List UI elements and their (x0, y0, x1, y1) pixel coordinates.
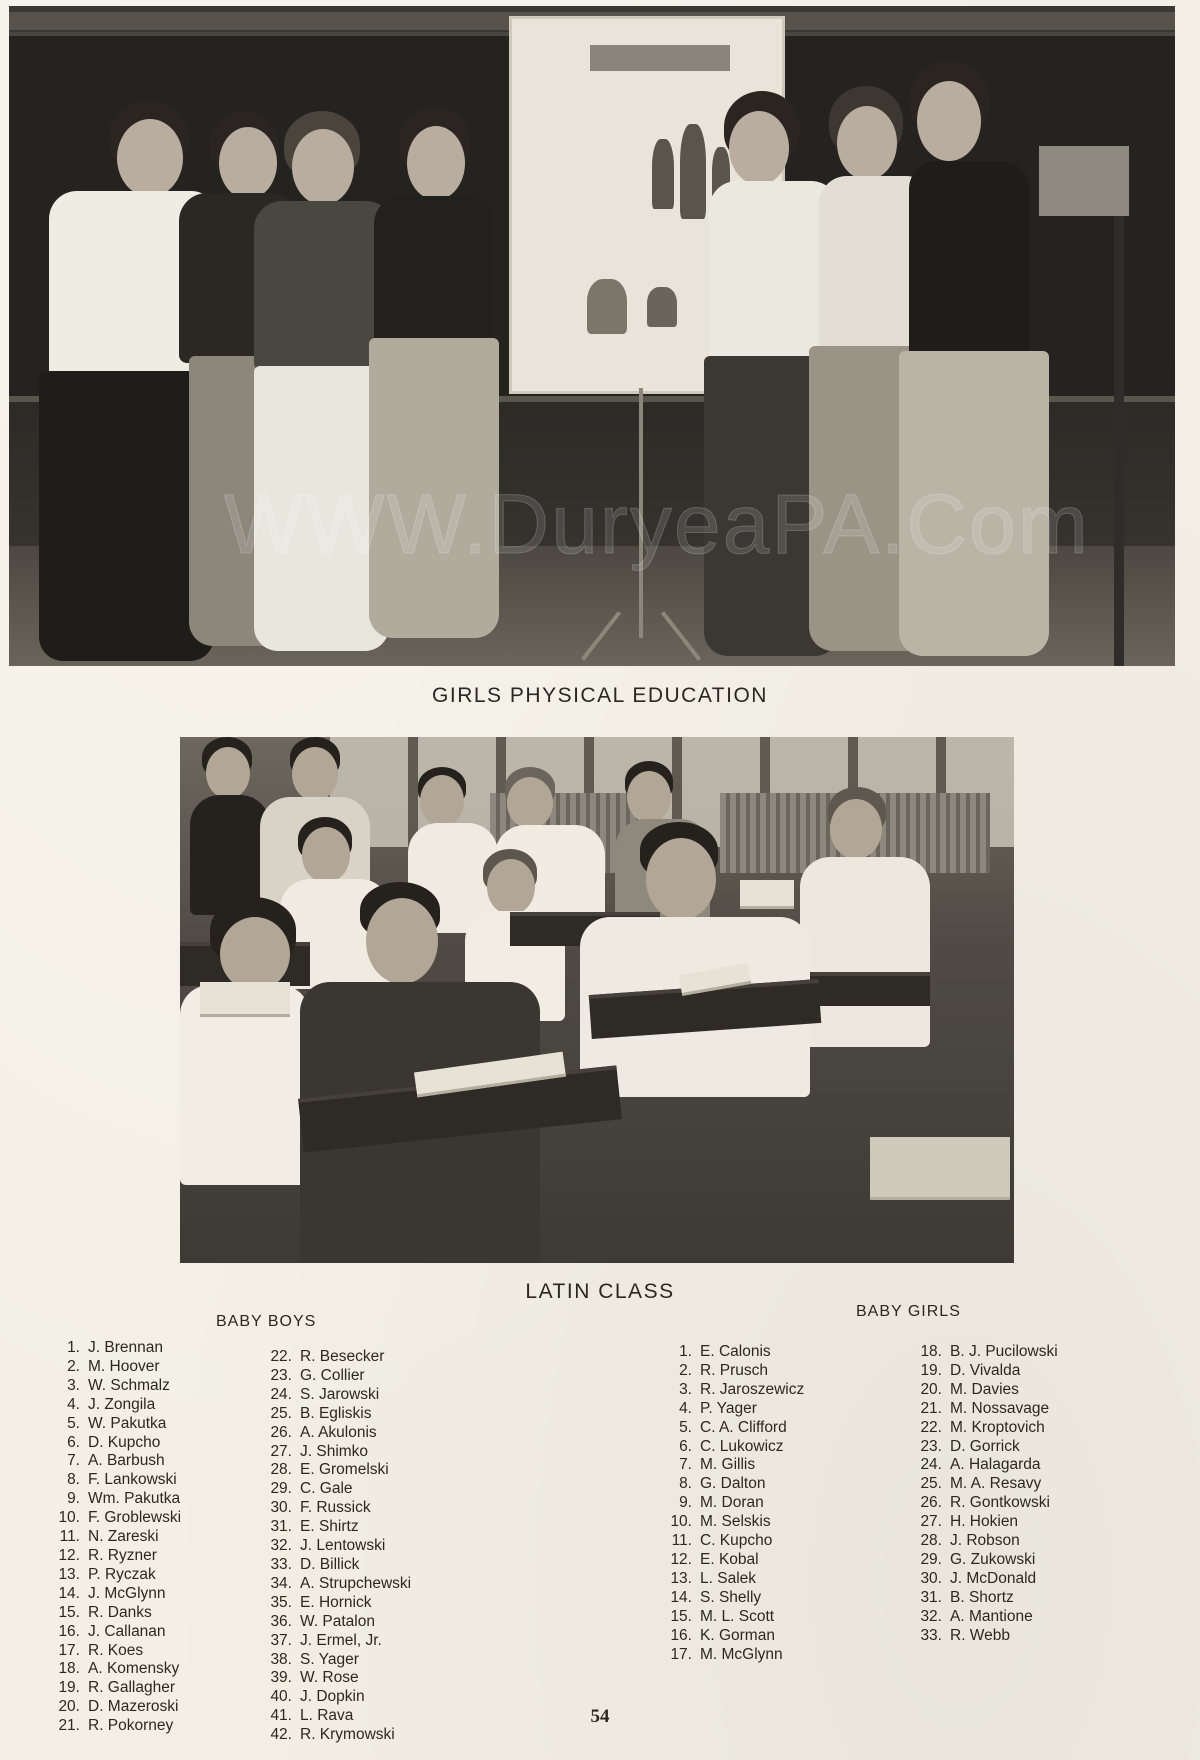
list-item-name: R. Krymowski (300, 1726, 395, 1744)
list-item (662, 1400, 804, 1419)
list-item (662, 1381, 804, 1400)
list-item-name: A. Halagarda (950, 1456, 1041, 1474)
list-item-name: K. Gorman (700, 1626, 775, 1644)
list-item-name: N. Zareski (88, 1528, 159, 1546)
list-item (912, 1362, 1058, 1381)
list-item-number: 32. (270, 1537, 292, 1555)
list-item-name: D. Gorrick (950, 1437, 1020, 1455)
list-item-name: G. Zukowski (950, 1550, 1036, 1568)
list-item-name: J. McDonald (950, 1569, 1037, 1587)
list-item-name: J. Lentowski (300, 1537, 386, 1555)
photo-caption-girls-physical-education: GIRLS PHYSICAL EDUCATION (432, 684, 768, 707)
list-item-number: 29. (270, 1480, 292, 1498)
list-item (262, 1424, 411, 1443)
list-item-number: 1. (679, 1343, 692, 1360)
list-item-number: 20. (58, 1698, 80, 1716)
list-item-number: 24. (270, 1385, 292, 1403)
list-item-name: M. L. Scott (700, 1607, 775, 1625)
list-item-number: 24. (920, 1456, 942, 1474)
list-item-number: 18. (920, 1343, 942, 1360)
list-item-name: E. Gromelski (300, 1461, 389, 1479)
list-item-number: 9. (679, 1494, 692, 1512)
list-item-number: 41. (270, 1707, 292, 1725)
list-item-name: S. Shelly (700, 1588, 762, 1606)
list-item (50, 1547, 181, 1566)
list-item (50, 1490, 181, 1509)
list-item-number: 37. (270, 1631, 292, 1649)
list-item-name: M. Doran (700, 1494, 764, 1512)
list-item (262, 1348, 411, 1367)
list-item-name: R. Besecker (300, 1348, 385, 1365)
weighing-scale (1039, 146, 1129, 216)
list-item-name: J. Dopkin (300, 1688, 365, 1706)
list-item (262, 1386, 411, 1405)
list-item-number: 19. (920, 1361, 942, 1379)
chart-title-bar (590, 45, 730, 71)
list-item-name: M. Hoover (88, 1357, 160, 1375)
baby-boys-heading: BABY BOYS (216, 1313, 317, 1330)
list-item-number: 30. (920, 1569, 942, 1587)
list-item-number: 13. (58, 1565, 80, 1583)
list-item-number: 29. (920, 1550, 942, 1568)
list-item-number: 2. (67, 1357, 80, 1375)
list-item-name: J. Shimko (300, 1442, 369, 1460)
list-item (262, 1556, 411, 1575)
list-item (262, 1461, 411, 1480)
list-item (50, 1679, 181, 1698)
chart-organ (587, 279, 627, 334)
list-item (912, 1456, 1058, 1475)
list-item (662, 1589, 804, 1608)
list-item-name: B. Egliskis (300, 1404, 372, 1422)
list-item-number: 6. (679, 1437, 692, 1455)
list-item-name: D. Mazeroski (88, 1698, 179, 1716)
list-item (912, 1532, 1058, 1551)
list-item-name: E. Kobal (700, 1550, 759, 1568)
list-item (262, 1480, 411, 1499)
list-item-number: 4. (679, 1399, 692, 1417)
list-item (912, 1589, 1058, 1608)
book-stack (200, 982, 290, 1017)
list-item (50, 1339, 181, 1358)
list-item (912, 1419, 1058, 1438)
list-item-number: 14. (58, 1584, 80, 1602)
list-item-name: L. Rava (300, 1707, 354, 1725)
list-item-number: 7. (679, 1456, 692, 1474)
list-item-number: 35. (270, 1593, 292, 1611)
list-item-name: M. Gillis (700, 1456, 756, 1474)
list-item-name: R. Webb (950, 1626, 1011, 1644)
watermark: WWW.DuryeaPA.Com (224, 477, 1090, 571)
list-item (50, 1604, 181, 1623)
list-item-number: 27. (270, 1442, 292, 1460)
list-item (912, 1627, 1058, 1646)
list-item (50, 1566, 181, 1585)
list-item-name: C. Kupcho (700, 1532, 773, 1550)
list-item (662, 1494, 804, 1513)
list-item (662, 1456, 804, 1475)
list-item-name: D. Vivalda (950, 1361, 1021, 1379)
list-item-number: 38. (270, 1650, 292, 1668)
list-item-number: 31. (920, 1588, 942, 1606)
list-item-name: R. Danks (88, 1603, 152, 1621)
list-item-number: 18. (58, 1660, 80, 1678)
list-item-number: 36. (270, 1612, 292, 1630)
list-item-number: 25. (920, 1475, 942, 1493)
list-item (912, 1400, 1058, 1419)
list-item (50, 1434, 181, 1453)
list-item-number: 12. (58, 1546, 80, 1564)
list-item-name: J. Ermel, Jr. (300, 1631, 382, 1649)
list-item-name: P. Ryczak (88, 1565, 156, 1583)
list-item-number: 33. (270, 1555, 292, 1573)
list-item-number: 22. (270, 1348, 292, 1365)
list-item-number: 19. (58, 1679, 80, 1697)
list-item-number: 40. (270, 1688, 292, 1706)
list-item (912, 1551, 1058, 1570)
list-item (50, 1358, 181, 1377)
list-item-number: 25. (270, 1404, 292, 1422)
book-stack (870, 1137, 1010, 1200)
list-item-name: C. Lukowicz (700, 1437, 784, 1455)
list-item (50, 1585, 181, 1604)
list-item-number: 21. (920, 1399, 942, 1417)
list-item (50, 1509, 181, 1528)
baby-boys-list-col2 (262, 1348, 411, 1745)
list-item-number: 15. (670, 1607, 692, 1625)
list-item (912, 1513, 1058, 1532)
list-item-name: W. Rose (300, 1669, 359, 1687)
photo-caption-latin-class: LATIN CLASS (525, 1280, 675, 1303)
list-item (262, 1632, 411, 1651)
latin-class-photo (180, 737, 1014, 1263)
list-item-name: S. Yager (300, 1650, 359, 1668)
list-item (912, 1343, 1058, 1362)
list-item (262, 1405, 411, 1424)
baby-girls-list-col1 (662, 1343, 804, 1664)
list-item-number: 23. (270, 1366, 292, 1384)
chart-figure (652, 139, 674, 209)
list-item (262, 1575, 411, 1594)
list-item (262, 1651, 411, 1670)
list-item-name: R. Koes (88, 1641, 144, 1659)
list-item (912, 1381, 1058, 1400)
list-item-name: E. Shirtz (300, 1518, 359, 1536)
list-item (262, 1613, 411, 1632)
list-item-number: 11. (671, 1532, 692, 1550)
list-item-name: J. Zongila (88, 1395, 156, 1413)
list-item-number: 5. (67, 1414, 80, 1432)
baby-girls-heading: BABY GIRLS (856, 1303, 961, 1320)
list-item-name: Wm. Pakutka (88, 1490, 181, 1508)
list-item (262, 1537, 411, 1556)
list-item-name: L. Salek (700, 1569, 757, 1587)
list-item (50, 1471, 181, 1490)
list-item (50, 1396, 181, 1415)
list-item (262, 1594, 411, 1613)
list-item (662, 1419, 804, 1438)
list-item-number: 26. (920, 1494, 942, 1512)
list-item-name: M. A. Resavy (950, 1475, 1042, 1493)
list-item-number: 26. (270, 1423, 292, 1441)
list-item-number: 21. (58, 1717, 80, 1735)
list-item-name: E. Hornick (300, 1593, 372, 1611)
list-item-name: J. Robson (950, 1532, 1020, 1550)
list-item-name: R. Jaroszewicz (700, 1380, 805, 1398)
girls-physical-education-photo (9, 6, 1175, 666)
list-item-number: 16. (58, 1622, 80, 1640)
list-item-name: M. Kroptovich (950, 1418, 1045, 1436)
list-item-number: 28. (270, 1461, 292, 1479)
list-item-name: B. J. Pucilowski (950, 1343, 1058, 1360)
list-item (50, 1452, 181, 1471)
list-item-name: F. Groblewski (88, 1509, 182, 1527)
scale-pole (1114, 216, 1124, 666)
list-item-name: S. Jarowski (300, 1385, 380, 1403)
list-item-number: 13. (670, 1569, 692, 1587)
list-item (50, 1528, 181, 1547)
book-stack (740, 880, 794, 909)
list-item (662, 1646, 804, 1665)
list-item-number: 42. (270, 1726, 292, 1744)
list-item-name: B. Shortz (950, 1588, 1014, 1606)
list-item-name: F. Russick (300, 1499, 371, 1517)
list-item (662, 1532, 804, 1551)
list-item-number: 23. (920, 1437, 942, 1455)
list-item-name: R. Pokorney (88, 1717, 174, 1735)
list-item (912, 1570, 1058, 1589)
list-item-number: 11. (59, 1528, 80, 1546)
list-item (662, 1627, 804, 1646)
list-item (50, 1415, 181, 1434)
list-item (912, 1494, 1058, 1513)
list-item (662, 1551, 804, 1570)
list-item-name: D. Billick (300, 1555, 360, 1573)
list-item-name: A. Akulonis (300, 1423, 377, 1441)
list-item-name: J. McGlynn (88, 1584, 166, 1602)
list-item-number: 17. (670, 1645, 692, 1663)
list-item-name: R. Ryzner (88, 1546, 157, 1564)
list-item-name: R. Gontkowski (950, 1494, 1050, 1512)
list-item (662, 1608, 804, 1627)
list-item-number: 3. (679, 1380, 692, 1398)
list-item (912, 1438, 1058, 1457)
list-item-number: 9. (67, 1490, 80, 1508)
list-item-name: C. A. Clifford (700, 1418, 787, 1436)
list-item-name: A. Komensky (88, 1660, 180, 1678)
list-item-number: 4. (67, 1395, 80, 1413)
baby-boys-list-col1 (50, 1339, 181, 1736)
list-item-number: 2. (679, 1361, 692, 1379)
list-item-number: 27. (920, 1513, 942, 1531)
list-item-name: A. Strupchewski (300, 1574, 412, 1592)
list-item-number: 8. (679, 1475, 692, 1493)
list-item-number: 34. (270, 1574, 292, 1592)
list-item-number: 39. (270, 1669, 292, 1687)
list-item-name: D. Kupcho (88, 1433, 161, 1451)
list-item-number: 10. (58, 1509, 80, 1527)
list-item-name: M. Selskis (700, 1513, 771, 1531)
list-item (50, 1660, 181, 1679)
list-item-name: W. Pakutka (88, 1414, 167, 1432)
list-item-number: 16. (670, 1626, 692, 1644)
list-item-number: 17. (58, 1641, 80, 1659)
list-item-name: J. Callanan (88, 1622, 166, 1640)
baby-girls-list-col2 (912, 1343, 1058, 1646)
list-item-name: R. Gallagher (88, 1679, 176, 1697)
list-item-name: R. Prusch (700, 1361, 769, 1379)
list-item-number: 20. (920, 1380, 942, 1398)
list-item-name: A. Barbush (88, 1452, 165, 1470)
list-item-name: M. Nossavage (950, 1399, 1050, 1417)
list-item (262, 1443, 411, 1462)
list-item (912, 1475, 1058, 1494)
list-item-number: 6. (67, 1433, 80, 1451)
list-item-number: 28. (920, 1532, 942, 1550)
list-item (662, 1513, 804, 1532)
list-item-number: 10. (670, 1513, 692, 1531)
list-item (262, 1688, 411, 1707)
list-item-number: 3. (67, 1376, 80, 1394)
list-item-name: C. Gale (300, 1480, 353, 1498)
student-figure (369, 106, 499, 656)
list-item (662, 1475, 804, 1494)
list-item (912, 1608, 1058, 1627)
list-item-number: 30. (270, 1499, 292, 1517)
list-item-number: 31. (270, 1518, 292, 1536)
list-item-number: 12. (670, 1550, 692, 1568)
list-item-name: A. Mantione (950, 1607, 1033, 1625)
list-item-name: G. Collier (300, 1366, 365, 1384)
list-item (262, 1726, 411, 1745)
list-item (262, 1518, 411, 1537)
list-item-name: J. Brennan (88, 1339, 163, 1356)
chart-organ (647, 287, 677, 327)
list-item-name: F. Lankowski (88, 1471, 177, 1489)
list-item-name: M. McGlynn (700, 1645, 783, 1663)
list-item-number: 1. (67, 1339, 80, 1356)
list-item-number: 8. (67, 1471, 80, 1489)
list-item-number: 22. (920, 1418, 942, 1436)
list-item-name: P. Yager (700, 1399, 757, 1417)
list-item-number: 7. (67, 1452, 80, 1470)
list-item-number: 15. (58, 1603, 80, 1621)
list-item (262, 1669, 411, 1688)
list-item-name: W. Schmalz (88, 1376, 170, 1394)
list-item-number: 33. (920, 1626, 942, 1644)
list-item-name: G. Dalton (700, 1475, 766, 1493)
list-item (50, 1642, 181, 1661)
list-item-name: W. Patalon (300, 1612, 375, 1630)
list-item (662, 1362, 804, 1381)
list-item (662, 1438, 804, 1457)
list-item-name: H. Hokien (950, 1513, 1019, 1531)
list-item (662, 1343, 804, 1362)
list-item-name: M. Davies (950, 1380, 1019, 1398)
list-item (262, 1499, 411, 1518)
list-item-name: E. Calonis (700, 1343, 771, 1360)
list-item (262, 1367, 411, 1386)
list-item-number: 5. (679, 1418, 692, 1436)
list-item (50, 1623, 181, 1642)
list-item (662, 1570, 804, 1589)
list-item (50, 1377, 181, 1396)
page-number: 54 (590, 1706, 610, 1727)
list-item-number: 32. (920, 1607, 942, 1625)
list-item-number: 14. (670, 1588, 692, 1606)
